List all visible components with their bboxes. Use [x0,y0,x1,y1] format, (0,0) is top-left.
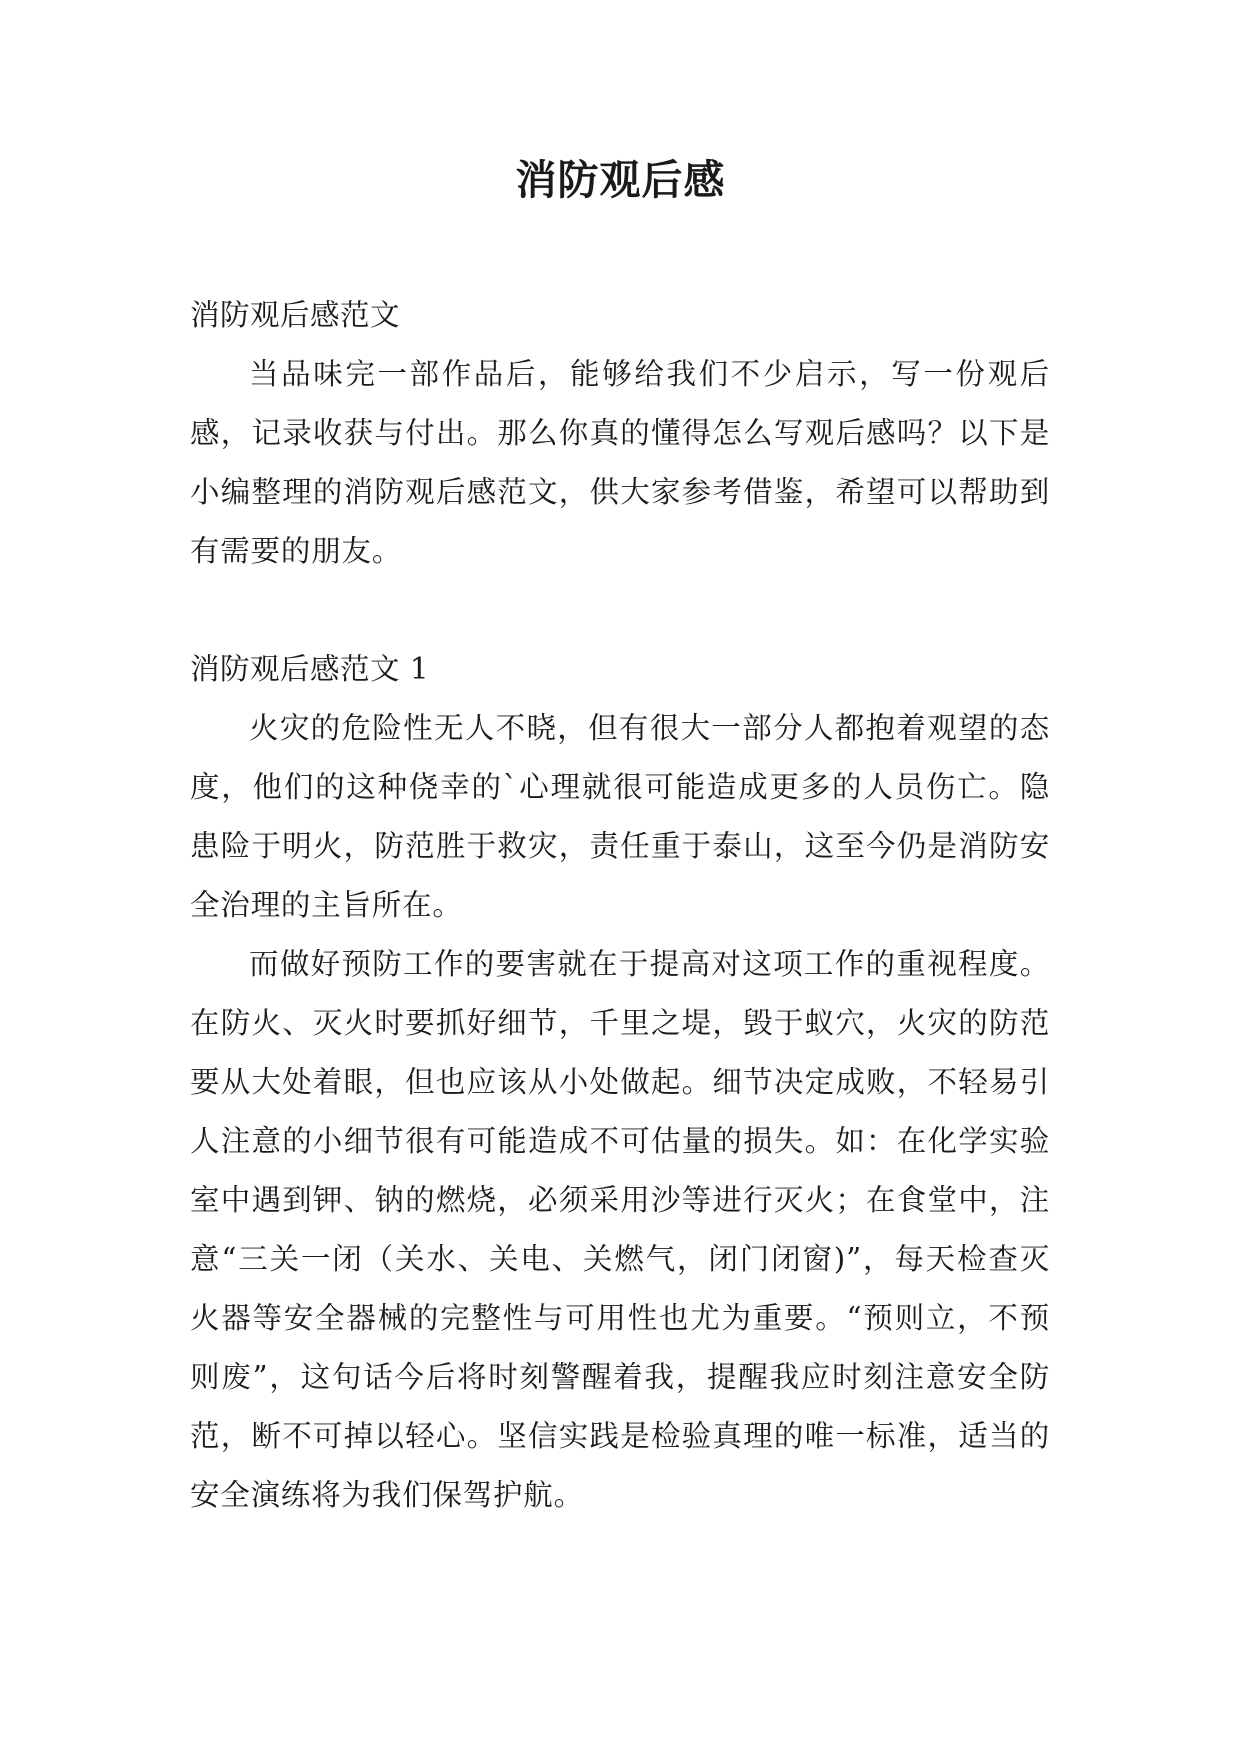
intro-paragraph: 当品味完一部作品后，能够给我们不少启示，写一份观后感，记录收获与付出。那么你真的懂得怎么写观后感吗？以下是小编整理的消防观后感范文，供大家参考借鉴，希望可以帮助到有需要的朋友。 [190,357,1050,568]
section1-paragraph-2: 而做好预防工作的要害就在于提高对这项工作的重视程度。在防火、灭火时要抓好细节，千里之堤，毁于蚁穴，火灾的防范要从大处着眼，但也应该从小处做起。细节决定成败，不轻易引人注意的小细节很有可能造成不可估量的损失。如：在化学实验室中遇到钾、钠的燃烧，必须采用沙等进行灭火；在食堂中，注意“三关一闭（关水、关电、关燃气，闭门闭窗)”，每天检查灭火器等安全器械的完整性与可用性也尤为重要。“预则立，不预则废”，这句话今后将时刻警醒着我，提醒我应时刻注意安全防范，断不可掉以轻心。坚信实践是检验真理的唯一标准，适当的安全演练将为我们保驾护航。 [190,947,1050,1512]
section1-paragraph-1: 火灾的危险性无人不晓，但有很大一部分人都抱着观望的态度，他们的这种侥幸的`心理就很可能造成更多的人员伤亡。隐患险于明火，防范胜于救灾，责任重于泰山，这至今仍是消防安全治理的主旨所在。 [190,711,1050,922]
document-body [190,286,1050,1525]
document-title: 消防观后感 [515,156,726,204]
intro-heading: 消防观后感范文 [190,298,401,332]
section-spacer [190,581,1050,640]
section1-heading: 消防观后感范文 1 [190,652,430,686]
